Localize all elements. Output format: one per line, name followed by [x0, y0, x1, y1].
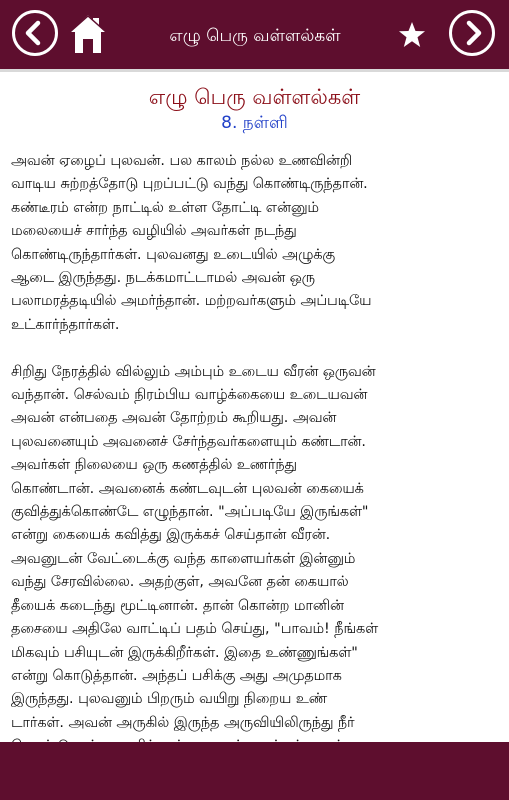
- text-line: என்று கொடுத்தான். அந்தப் பசிக்கு அது அமுதமாக: [11, 667, 342, 684]
- text-line: கொண்டான். அவனைக் கண்டவுடன் புலவன் கையைக்: [11, 480, 364, 497]
- text-line: அவன் ஏழைப் புலவன். பல காலம் நல்ல உணவின்றி: [11, 153, 353, 169]
- chevron-right-icon: [452, 13, 492, 53]
- text-line: என்று கையைக் கவித்து இருக்கச் செய்தான் வீரன்.: [11, 527, 331, 544]
- text-line: அவன் என்பதை அவன் தோற்றம் கூறியது. அவன்: [11, 410, 337, 427]
- chevron-left-icon: [15, 13, 55, 53]
- chapter-title: 8. நள்ளி: [221, 113, 288, 133]
- star-icon: [397, 20, 427, 50]
- favorite-button[interactable]: [397, 20, 427, 50]
- toolbar-title: எழு பெரு வள்ளல்கள்: [169, 26, 341, 46]
- article-body[interactable]: [0, 150, 509, 742]
- text-line: மலையைச் சார்ந்த வழியில் அவர்கள் நடந்து: [11, 223, 297, 240]
- paragraph-2: [0, 361, 509, 759]
- text-line: டார்கள். அவன் அருகில் இருந்த அருவியிலிருந்து நீர்: [11, 714, 355, 731]
- paragraph-1: [0, 150, 509, 337]
- text-line: சிறிது நேரத்தில் வில்லும் அம்பும் உடைய வீரன் ஒருவன்: [11, 363, 376, 380]
- app-toolbar: [0, 0, 509, 72]
- text-line: கொண்டிருந்தார்கள். புலவனது உடையில் அழுக்கு: [11, 246, 336, 263]
- home-icon: [68, 13, 108, 55]
- article-title: எழு பெரு வள்ளல்கள்: [148, 85, 361, 109]
- text-line: மிகவும் பசியுடன் இருக்கிறீர்கள். இதை உண்ணுங்கள்": [11, 644, 358, 661]
- text-line: ஆடை இருந்தது. நடக்கமாட்டாமல் அவன் ஒரு: [11, 270, 315, 287]
- text-line: அவர்கள் நிலையை ஒரு கணத்தில் உணர்ந்து: [11, 457, 297, 474]
- forward-button[interactable]: [449, 10, 495, 56]
- home-button[interactable]: [68, 13, 108, 55]
- text-line: வந்து சேரவில்லை. அதற்குள், அவனே தன் கையால்: [11, 574, 349, 591]
- text-line: பலாமரத்தடியில் அமர்ந்தான். மற்றவர்களும் அப்படியே: [11, 293, 372, 310]
- text-line: புலவனையும் அவனைச் சேர்ந்தவர்களையும் கண்டான்.: [11, 433, 366, 450]
- text-line: வாடிய சுற்றத்தோடு புறப்பட்டு வந்து கொண்டிருந்தான்.: [11, 176, 368, 193]
- text-line: உட்கார்ந்தார்கள்.: [11, 316, 120, 333]
- back-button[interactable]: [12, 10, 58, 56]
- text-line: கண்டீரம் என்ற நாட்டில் உள்ள தோட்டி என்னும்: [11, 199, 319, 216]
- text-line: அவனுடன் வேட்டைக்கு வந்த காளையர்கள் இன்னும்: [11, 550, 356, 567]
- text-line: இருந்தது. புலவனும் பிறரும் வயிறு நிறைய உண்: [11, 691, 327, 708]
- text-line: வந்தான். செல்வம் நிரம்பிய வாழ்க்கையை உடையவன்: [11, 387, 368, 404]
- text-line: தசையை அதிலே வாட்டிப் பதம் செய்து, "பாவம்! நீங்கள்: [11, 621, 379, 638]
- bottom-bar: [0, 742, 509, 800]
- text-line: தீயைக் கடைந்து மூட்டினான். தான் கொன்ற மானின்: [11, 597, 344, 614]
- text-line: குவித்துக்கொண்டே எழுந்தான். "அப்படியே இருங்கள்": [11, 504, 369, 521]
